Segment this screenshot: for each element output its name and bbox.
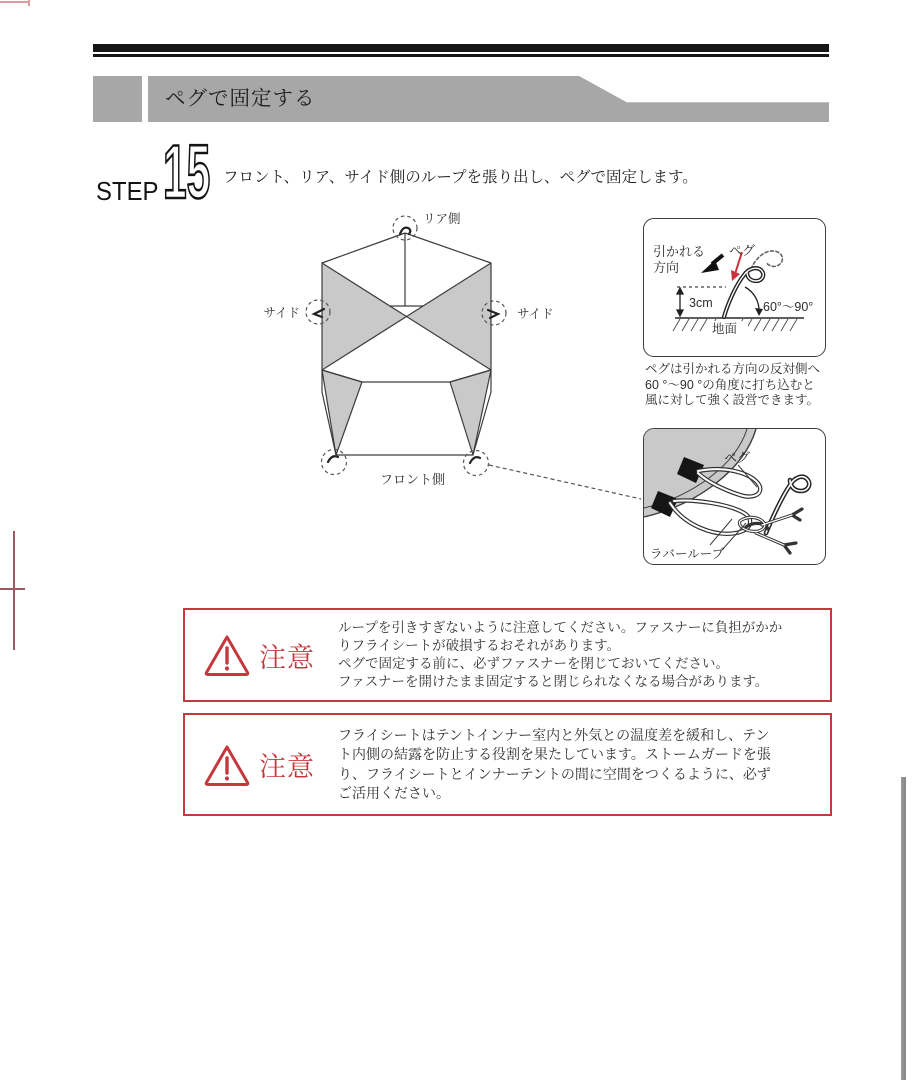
caution-text-1 <box>338 619 782 691</box>
tent-right-panel <box>407 263 492 370</box>
step-instruction: フロント、リア、サイド側のループを張り出し、ペグで固定します。 <box>223 169 698 186</box>
top-divider-rule <box>93 44 829 57</box>
crop-mark-top-horizontal <box>0 1 29 3</box>
caution-label: 注意 <box>259 752 315 782</box>
front-left-peg-icon <box>328 456 338 462</box>
peg-caption-line: ペグは引かれる方向の反対側へ <box>645 362 821 376</box>
header-accent-square <box>93 76 142 122</box>
caution-box-2 <box>183 713 832 816</box>
angle-label: 60°〜90° <box>763 300 814 314</box>
step-number <box>161 138 215 213</box>
caution-line: ト内側の結露を防止する役割を果たしています。ストームガードを張 <box>338 746 771 762</box>
rubber-loop-label: ラバーループ <box>650 547 725 561</box>
rear-label: リア側 <box>423 212 461 226</box>
caution-label: 注意 <box>259 642 315 673</box>
step-number-text: 15 <box>163 138 211 208</box>
step-word: STEP <box>96 176 159 206</box>
section-title: ペグで固定する <box>165 87 316 110</box>
crop-mark-left-vertical <box>13 531 15 650</box>
caution-line: フライシートはテントインナー室内と外気との温度差を緩和し、テン <box>338 726 770 743</box>
caution-line: ループを引きすぎないように注意してください。ファスナーに負担がかか <box>338 620 783 635</box>
tent-diagram <box>260 203 660 503</box>
side-right-label: サイド <box>517 307 554 321</box>
detail-connector-line <box>489 465 641 499</box>
warning-triangle-icon <box>204 634 250 676</box>
peg-caption-line: 60 °〜90 °の角度に打ち込むと <box>645 377 815 392</box>
side-left-label: サイド <box>263 306 300 320</box>
rubber-loop-detail-box <box>643 428 826 565</box>
caution-line: り、フライシートとインナーテントの間に空間をつくるように、必ず <box>338 765 771 782</box>
ground-label: 地面 <box>712 322 738 336</box>
peg-label: ペグ <box>729 243 756 258</box>
caution-text-2 <box>338 726 771 804</box>
tent-left-panel <box>322 263 407 370</box>
front-left-anchor-circle <box>322 450 347 475</box>
warning-triangle-icon <box>204 744 250 786</box>
caution-box-1 <box>183 608 832 702</box>
pull-direction-label-line1: 引かれる <box>653 244 706 259</box>
caution-line: りフライシートが破損するおそれがあります。 <box>338 638 621 653</box>
loop-peg-label: ペグ <box>724 450 751 465</box>
pull-direction-label-line2: 方向 <box>653 260 680 275</box>
caution-line: ファスナーを開けたまま固定すると閉じられなくなる場合があります。 <box>338 674 769 689</box>
page-edge-shadow <box>901 777 906 1080</box>
front-right-peg-icon <box>470 457 480 463</box>
front-right-anchor-circle <box>464 451 489 476</box>
crop-mark-left-horizontal <box>0 588 25 590</box>
caution-line: ご活用ください。 <box>338 785 450 801</box>
crop-mark-top-vertical <box>28 0 30 6</box>
front-label: フロント側 <box>380 472 446 487</box>
height-label: 3cm <box>689 296 713 310</box>
peg-detail-box <box>643 218 826 357</box>
caution-line: ペグで固定する前に、必ずファスナーを閉じておいてください。 <box>338 656 729 671</box>
peg-caption-line: 風に対して強く設営できます。 <box>645 393 820 407</box>
loop-peg-shape <box>766 477 809 533</box>
tent-left-leg <box>322 370 362 455</box>
peg-caption <box>645 362 835 409</box>
